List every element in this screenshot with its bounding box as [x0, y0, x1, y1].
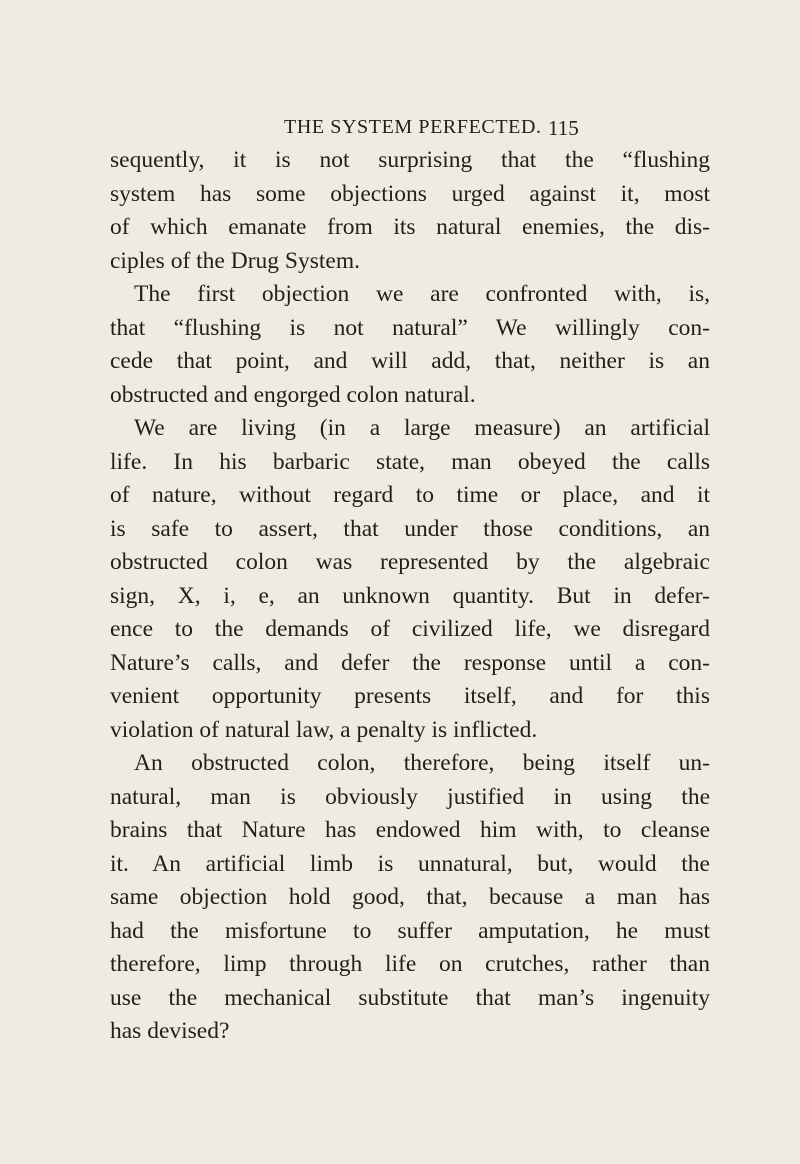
text-line: has devised?	[110, 1018, 230, 1044]
text-line: is safe to assert, that under those conditions, an	[110, 515, 710, 542]
text-line: violation of natural law, a penalty is inflicted.	[110, 716, 538, 743]
page-number: 115	[548, 116, 579, 140]
text-line: same objection hold good, that, because a man has	[110, 884, 710, 910]
text-line: We are living (in a large measure) an artificial	[134, 415, 710, 441]
text-line: sign, X, i, e, an unknown quantity. But in defer-	[110, 582, 710, 609]
running-title: THE SYSTEM PERFECTED.	[284, 116, 542, 138]
text-line: Nature’s calls, and defer the response until a con-	[110, 649, 710, 676]
text-line: use the mechanical substitute that man’s ingenuity	[110, 984, 710, 1011]
text-line: The first objection we are confronted with, is,	[134, 281, 710, 307]
text-line: therefore, limp through life on crutches, rather than	[110, 951, 710, 977]
text-line: brains that Nature has endowed him with, to cleanse	[110, 817, 710, 843]
text-line: ence to the demands of civilized life, we disregard	[110, 616, 710, 642]
text-line: system has some objections urged against it, most	[110, 180, 710, 207]
text-line: life. In his barbaric state, man obeyed the calls	[110, 448, 710, 475]
text-line: cede that point, and will add, that, neither is an	[110, 348, 710, 374]
body-text	[110, 144, 710, 1049]
text-line: obstructed and engorged colon natural.	[110, 381, 476, 408]
text-line: An obstructed colon, therefore, being itself un-	[134, 750, 710, 776]
running-head	[252, 116, 579, 140]
text-line: it. An artificial limb is unnatural, but, would the	[110, 850, 710, 877]
text-line: had the misfortune to suffer amputation, he must	[110, 917, 710, 944]
text-line: venient opportunity presents itself, and for this	[110, 683, 710, 709]
text-line: of nature, without regard to time or place, and it	[110, 482, 710, 508]
text-line: sequently, it is not surprising that the “flushing	[110, 147, 710, 173]
text-line: natural, man is obviously justified in using the	[110, 783, 710, 810]
text-line: that “flushing is not natural” We willingly con-	[110, 314, 710, 341]
text-line: obstructed colon was represented by the algebraic	[110, 549, 710, 575]
text-line: ciples of the Drug System.	[110, 247, 360, 274]
text-line: of which emanate from its natural enemies, the dis-	[110, 214, 710, 240]
